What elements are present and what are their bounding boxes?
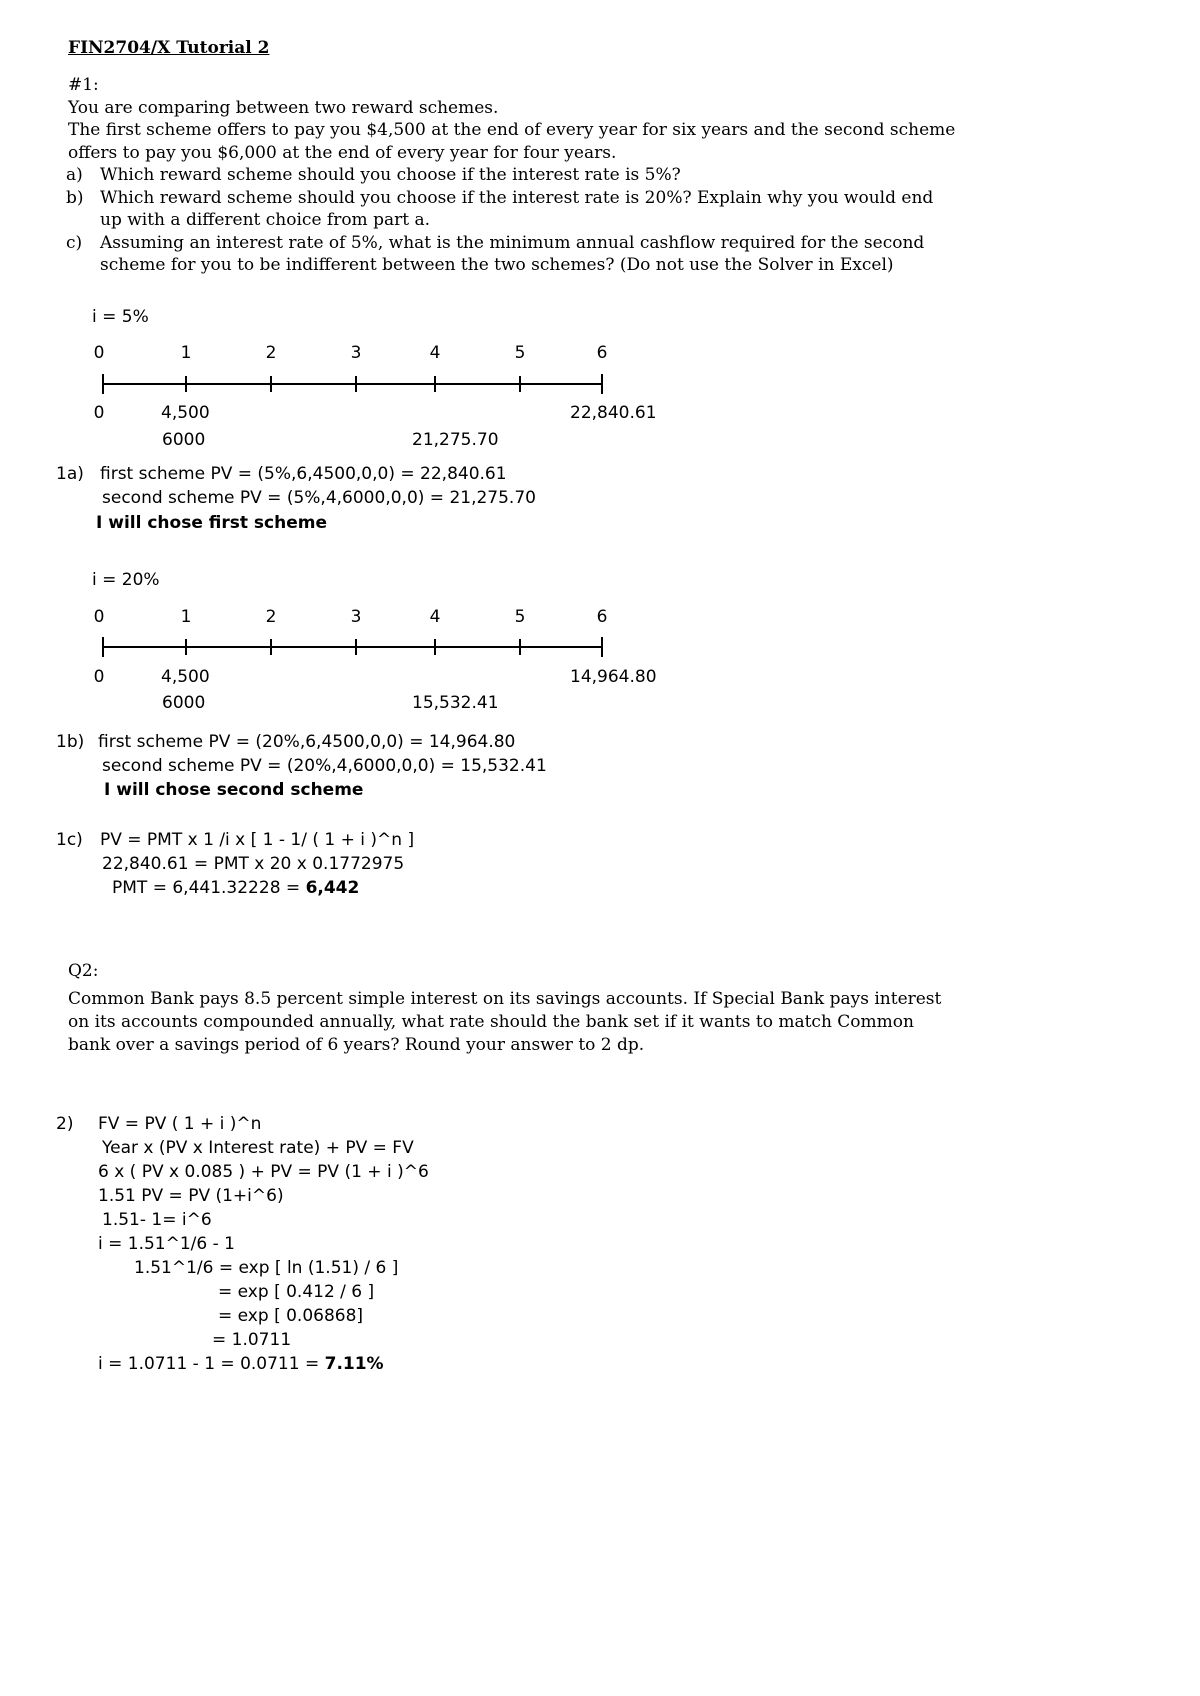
ans1c-marker: 1c) (56, 830, 83, 850)
q1-a-text: Which reward scheme should you choose if the interest rate is 5%? (100, 165, 681, 185)
q1-body-line1: The first scheme offers to pay you $4,500 at the end of every year for six years and the second scheme (68, 120, 956, 140)
ans2-answer: 7.11% (324, 1354, 384, 1374)
timeline1-pv-scheme1: 22,840.61 (570, 403, 657, 423)
ans2-final-text: i = 1.0711 - 1 = 0.0711 = (98, 1354, 325, 1374)
timeline2-cashflow-scheme2: 6000 (162, 693, 206, 713)
q2-label: Q2: (68, 961, 99, 981)
q1-intro: You are comparing between two reward schemes. (68, 98, 499, 118)
timeline1-cashflow-scheme2: 6000 (162, 430, 206, 450)
ans2-line: 1.51- 1= i^6 (102, 1210, 212, 1230)
timeline1-rate: i = 5% (92, 307, 149, 327)
ans2-line: 1.51 PV = PV (1+i^6) (98, 1186, 284, 1206)
timeline2-pv-scheme1: 14,964.80 (570, 667, 657, 687)
ans1b-line1: first scheme PV = (20%,6,4500,0,0) = 14,964.80 (98, 732, 516, 752)
timeline1-tick-label: 6 (596, 343, 608, 363)
q1-c-text-line2: scheme for you to be indifferent between the two schemes? (Do not use the Solver in Excel) (100, 255, 894, 275)
ans2-line: i = 1.51^1/6 - 1 (98, 1234, 235, 1254)
ans1c-answer: 6,442 (305, 878, 360, 898)
timeline2-pv-scheme2: 15,532.41 (412, 693, 499, 713)
ans2-line: 6 x ( PV x 0.085 ) + PV = PV (1 + i )^6 (98, 1162, 429, 1182)
q2-body-line3: bank over a savings period of 6 years? Round your answer to 2 dp. (68, 1035, 645, 1055)
timeline1-tick-label: 1 (180, 343, 192, 363)
ans1c-line3 (112, 877, 359, 900)
ans2-line: = exp [ 0.06868] (218, 1306, 364, 1326)
timeline1-t0-value: 0 (93, 403, 105, 423)
q1-b-marker: b) (66, 188, 84, 208)
ans1a-marker: 1a) (56, 464, 84, 484)
timeline2-tick-label: 2 (265, 607, 277, 627)
ans2-line: Year x (PV x Interest rate) + PV = FV (102, 1138, 414, 1158)
ans1c-line2: 22,840.61 = PMT x 20 x 0.1772975 (102, 854, 405, 874)
timeline2-tick-label: 4 (429, 607, 441, 627)
timeline2-t0-value: 0 (93, 667, 105, 687)
timeline2-tick-label: 0 (93, 607, 105, 627)
timeline1-tick-label: 3 (350, 343, 362, 363)
ans1a-line2: second scheme PV = (5%,4,6000,0,0) = 21,275.70 (102, 488, 536, 508)
timeline1-tick-label: 2 (265, 343, 277, 363)
ans1c-line3-text: PMT = 6,441.32228 = (112, 878, 306, 898)
timeline2-tick-label: 5 (514, 607, 526, 627)
q1-c-text-line1: Assuming an interest rate of 5%, what is the minimum annual cashflow required for the second (100, 233, 925, 253)
q1-c-marker: c) (66, 233, 83, 253)
q2-body-line2: on its accounts compounded annually, what rate should the bank set if it wants to match Common (68, 1012, 914, 1032)
ans1c-line1: PV = PMT x 1 /i x [ 1 - 1/ ( 1 + i )^n ] (100, 830, 415, 850)
q1-label: #1: (68, 75, 99, 95)
q2-body-line1: Common Bank pays 8.5 percent simple interest on its savings accounts. If Special Bank pays interest (68, 989, 942, 1009)
timeline2-tick-label: 6 (596, 607, 608, 627)
timeline1-pv-scheme2: 21,275.70 (412, 430, 499, 450)
ans2-line: = exp [ 0.412 / 6 ] (218, 1282, 375, 1302)
q1-body-line2: offers to pay you $6,000 at the end of every year for four years. (68, 143, 617, 163)
ans1b-marker: 1b) (56, 732, 85, 752)
page-title: FIN2704/X Tutorial 2 (68, 38, 270, 58)
timeline2-tick-label: 3 (350, 607, 362, 627)
ans1a-conclusion: I will chose first scheme (96, 513, 327, 533)
timeline2-axis (95, 636, 610, 658)
timeline2-tick-label: 1 (180, 607, 192, 627)
ans2-final-line (98, 1353, 384, 1376)
timeline1-cashflow-scheme1: 4,500 (161, 403, 210, 423)
ans1b-line2: second scheme PV = (20%,4,6000,0,0) = 15,532.41 (102, 756, 547, 776)
q1-a-marker: a) (66, 165, 83, 185)
timeline1-tick-label: 0 (93, 343, 105, 363)
q1-b-text-line2: up with a different choice from part a. (100, 210, 430, 230)
ans2-line: = 1.0711 (212, 1330, 292, 1350)
q1-b-text-line1: Which reward scheme should you choose if the interest rate is 20%? Explain why you would end (100, 188, 934, 208)
ans2-line: 1.51^1/6 = exp [ ln (1.51) / 6 ] (134, 1258, 399, 1278)
timeline1-axis (95, 373, 610, 395)
timeline2-cashflow-scheme1: 4,500 (161, 667, 210, 687)
ans1a-line1: first scheme PV = (5%,6,4500,0,0) = 22,840.61 (100, 464, 507, 484)
timeline2-rate: i = 20% (92, 570, 160, 590)
ans2-marker: 2) (56, 1114, 74, 1134)
timeline1-tick-label: 4 (429, 343, 441, 363)
timeline1-tick-label: 5 (514, 343, 526, 363)
ans1b-conclusion: I will chose second scheme (104, 780, 364, 800)
ans2-line: FV = PV ( 1 + i )^n (98, 1114, 262, 1134)
